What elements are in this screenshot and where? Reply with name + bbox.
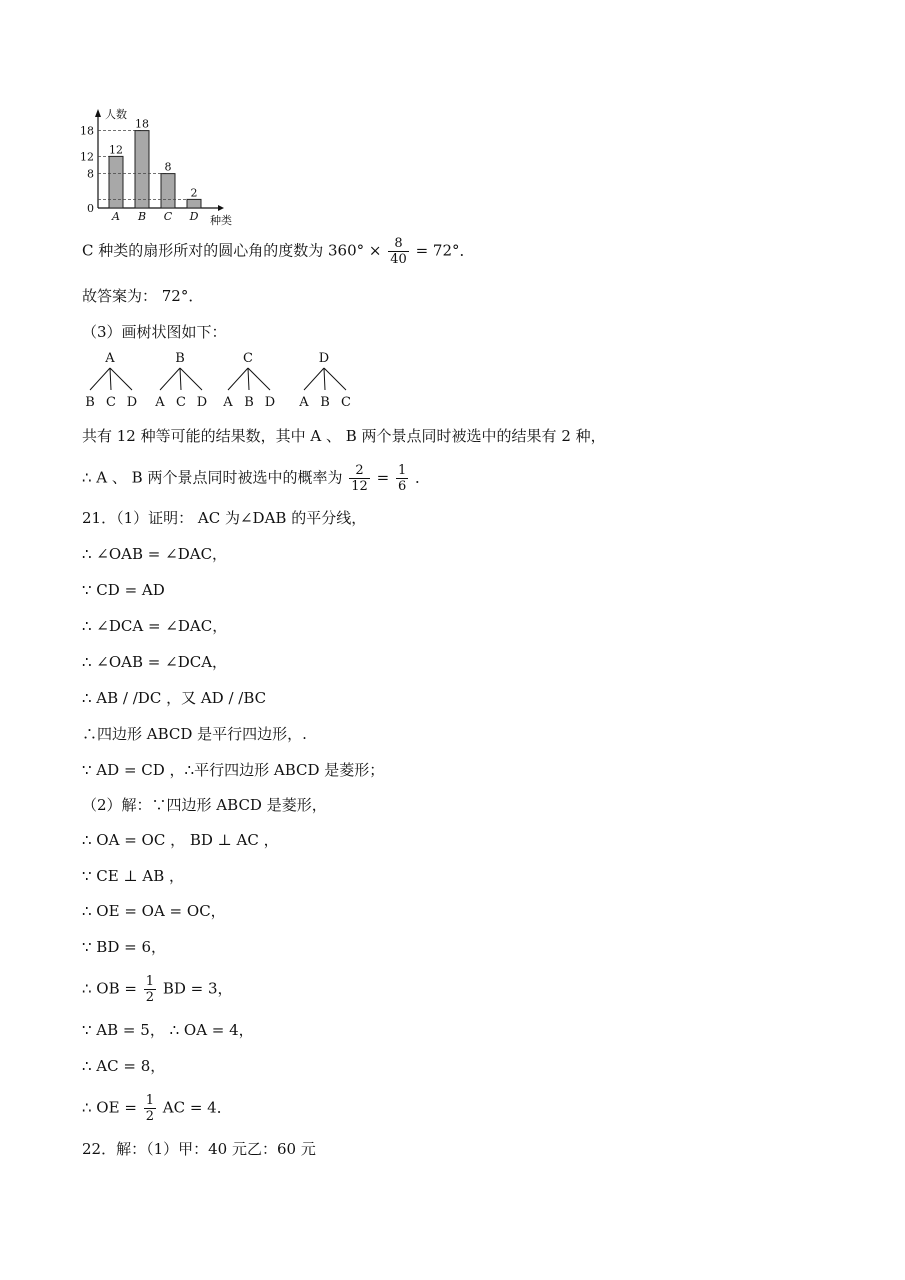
fraction-1-2: $\frac{1}{2}$ [145, 1093, 154, 1124]
tree-branch [304, 368, 324, 390]
tree-leaf-D: D [196, 395, 208, 410]
tree-leaf-A: A [223, 395, 233, 410]
tree-leaf-B: B [320, 395, 330, 410]
bar-value-label: 2 [190, 186, 198, 200]
tree-branch [324, 368, 346, 390]
chart-axes [80, 107, 232, 227]
solution-line: ∵ AB = 5， ∴ OA = 4， [82, 1021, 254, 1039]
y-tick-label: 18 [80, 124, 94, 138]
tree-branch [180, 368, 202, 390]
total-line: 共有 12 种等可能的结果数，其中 A 、 B 两个景点同时被选中的结果有 2 种， [82, 427, 606, 445]
tree-branch [228, 368, 248, 390]
answer-line: 故答案为： 72°． [82, 287, 204, 305]
tree-diagram [80, 348, 380, 414]
bar-A [109, 156, 123, 208]
x-axis-arrow [218, 205, 224, 211]
tree-leaf-B: B [244, 395, 254, 410]
proof-line: ∴ ∠OAB = ∠DCA， [82, 653, 228, 671]
c-angle-line: C 种类的扇形所对的圆心角的度数为 360° × $\frac{8}{40}$ = 72°． [82, 236, 475, 267]
fraction-1-2: $\frac{1}{2}$ [145, 974, 155, 1005]
q22-line: 22．解：（1）甲：40 元乙：60 元 [82, 1140, 316, 1158]
part2-heading: （2）解：∵四边形 ABCD 是菱形， [82, 796, 327, 814]
x-tick-label: A [112, 210, 120, 223]
tree-root-C: C [243, 351, 253, 366]
x-tick-label: B [137, 210, 147, 223]
y-axis-arrow [95, 109, 101, 117]
tree-root-B: B [175, 351, 185, 366]
tree-branch [110, 368, 132, 390]
y-axis-label: 人数 [105, 108, 127, 121]
bar-B [135, 131, 149, 208]
tree-branch [248, 368, 249, 390]
tree-branch [180, 368, 181, 390]
tree-branch [160, 368, 180, 390]
x-axis-label: 种类 [210, 214, 232, 227]
y-tick-label: 12 [80, 150, 94, 164]
fraction-1-6: $\frac{1}{6}$ [397, 463, 407, 494]
fraction-2-12: $\frac{2}{12}$ [351, 463, 368, 494]
ob-line: ∴ OB = $\frac{1}{2}$ BD = 3， [82, 974, 233, 1005]
tree-leaf-A: A [299, 395, 309, 410]
bar-value-label: 18 [135, 117, 149, 131]
solution-line: ∴ OA = OC ， BD ⊥ AC ， [82, 831, 279, 849]
proof-line: ∴ ∠OAB = ∠DAC， [82, 545, 228, 563]
solution-line: ∵ CE ⊥ AB ， [82, 867, 185, 885]
tree-leaf-A: A [155, 395, 165, 410]
tree-leaf-D: D [264, 395, 276, 410]
probability-line: ∴ A 、 B 两个景点同时被选中的概率为 $\frac{2}{12}$ = $\frac{1}{6}$ ． [82, 463, 431, 494]
solution-line: ∴ AC = 8， [82, 1057, 166, 1075]
proof-line: ∵ AD = CD ，∴平行四边形 ABCD 是菱形； [82, 761, 385, 779]
y-tick-label: 0 [87, 202, 94, 215]
bar-value-label: 12 [109, 143, 123, 157]
tree-leaf-D: D [126, 395, 138, 410]
tree-branch [110, 368, 111, 390]
tree-leaf-B: B [85, 395, 95, 410]
chart-marks [98, 118, 201, 223]
bar-value-label: 8 [164, 160, 172, 174]
x-tick-label: C [163, 210, 173, 223]
y-tick-label: 8 [87, 167, 94, 181]
proof-line: ∴四边形 ABCD 是平行四边形，. [82, 725, 307, 743]
proof-line: ∴ ∠DCA = ∠DAC， [82, 617, 228, 635]
x-tick-label: D [189, 210, 199, 223]
bar-D [187, 199, 201, 208]
solution-line: ∵ BD = 6， [82, 938, 167, 956]
tree-branch [248, 368, 270, 390]
bar-chart [78, 104, 248, 229]
fraction-8-40: $\frac{8}{40}$ [390, 236, 407, 267]
tree-root-A: A [105, 351, 115, 366]
q21-heading: 21．（1）证明： AC 为∠DAB 的平分线， [82, 509, 367, 527]
tree-leaf-C: C [341, 395, 351, 410]
tree-leaf-C: C [176, 395, 186, 410]
tree-leaf-C: C [106, 395, 116, 410]
solution-line: ∴ OE = OA = OC， [82, 902, 226, 920]
tree-root-D: D [318, 351, 330, 366]
tree-branch [90, 368, 110, 390]
oe-line: ∴ OE = $\frac{1}{2}$ AC = 4． [82, 1093, 232, 1124]
proof-line: ∵ CD = AD [82, 581, 165, 599]
proof-line: ∴ AB / /DC ，又 AD / /BC [82, 689, 267, 707]
tree-branch [324, 368, 325, 390]
bar-C [161, 174, 175, 208]
tree-intro: （3）画树状图如下： [82, 323, 227, 341]
